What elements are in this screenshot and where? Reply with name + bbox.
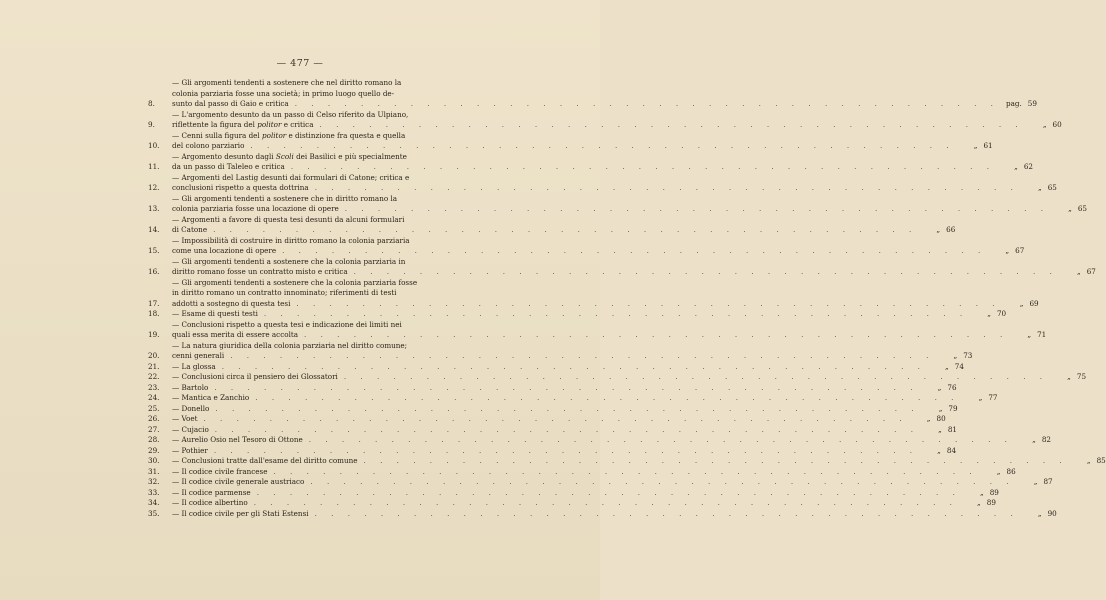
entry-text [172,509,1019,520]
entry-text [172,456,1068,467]
entry-page-ref [999,99,1037,110]
toc-entry [148,414,946,425]
entry-text [172,78,999,110]
entry-page-ref [934,351,972,362]
entry-line: — Esame di questi testi [172,309,258,318]
entry-line: addotti a sostegno di questa tesi [172,298,291,308]
entry-line: come una locazione di opere [172,246,277,255]
entry-number: 30. [148,456,160,465]
entry-page-ref [1019,509,1057,520]
dot-leader [209,404,919,415]
entry-line: — Argomenti a favore di questa tesi desunti da alcuni formulari [172,214,405,224]
entry-line: — Impossibilità di costruire in diritto romano la colonia parziaria [172,235,410,245]
toc-entry [148,487,999,499]
entry-text [172,278,1001,310]
dot-leader [258,309,968,320]
toc-entry [148,424,957,436]
page-ref-number: 87 [1043,477,1053,486]
entry-line: — Cenni sulla figura del politor e distinzione fra questa e quella [172,130,406,140]
entry-text [172,173,1019,194]
page-ref-number: 76 [947,382,957,392]
entry-page-ref [959,393,997,404]
page-ref-number: 69 [1029,298,1039,308]
page-prefix: „ [973,141,978,150]
dot-leader [197,414,907,425]
entry-line: — Argomenti del Lastig desunti dai formulari di Catone; critica e [172,172,410,182]
entry-line: cenni generali [172,351,225,360]
dot-leader [358,456,1068,467]
entry-number: 21. [148,361,160,371]
entry-line: — Il codice civile per gli Stati Estensi [172,508,309,518]
entry-page-ref [919,383,957,394]
toc-entry [148,445,957,457]
dot-leader [304,477,1014,488]
page-prefix: „ [1005,246,1010,255]
page-ref-number: 89 [989,487,999,497]
entry-number: 19. [148,330,160,339]
entry-text [172,414,908,425]
page-prefix: „ [987,309,991,318]
entry-line: colonia parziaria fosse una società; in primo luogo quello de- [172,88,395,98]
entry-text [172,110,1024,131]
toc-entry [148,193,1087,215]
page-ref-number: 77 [988,393,998,402]
entry-line: — Aurelio Osio nel Tesoro di Ottone [172,435,303,444]
entry-text [172,435,1013,446]
entry-line: colonia parziaria fosse una locazione di opere [172,204,339,213]
page-prefix: pag. [1005,99,1022,108]
entry-page-ref [958,498,996,509]
entry-text [172,152,995,173]
entry-page-ref [1019,183,1057,194]
entry-number: 18. [148,309,160,318]
page-prefix: „ [1014,162,1018,171]
page-prefix: „ [937,382,942,392]
entry-number: 20. [148,351,160,360]
entry-number: 32. [148,477,160,486]
page-ref-number: 74 [954,361,964,371]
page-ref-number: 67 [1086,267,1096,276]
toc-entry [148,277,1039,310]
toc-entry [148,235,1025,257]
dot-leader [348,267,1058,278]
page-ref-number: 65 [1077,204,1087,213]
page-ref-number: 80 [936,414,946,423]
entry-page-ref [1048,372,1086,383]
page-ref-number: 86 [1006,466,1016,476]
entry-page-ref [1013,435,1051,446]
entry-page-ref [917,225,955,236]
entry-line: — Donello [172,403,210,413]
entry-line: da un passo di Taleleo e critica [172,162,285,171]
page-prefix: „ [1033,477,1038,486]
page-ref-number: 66 [946,225,956,234]
page-prefix: „ [938,403,943,413]
page-prefix: „ [1076,267,1081,276]
entry-line: — Cujacio [172,424,209,434]
entry-line: — Conclusioni rispetto a questa tesi e indicazione dei limiti nei [172,319,402,329]
entry-line: conclusioni rispetto a questa dottrina [172,183,309,192]
page-number: — 477 — [276,58,324,69]
toc-entry [148,393,998,404]
toc-entry [148,256,1096,278]
page-ref-number: 84 [946,445,957,455]
entry-number: 17. [148,298,160,308]
dot-leader [267,467,977,478]
entry-page-ref [986,246,1024,257]
entry-number: 16. [148,267,160,276]
page-ref-number: 61 [983,141,993,150]
page-prefix: „ [1042,120,1047,129]
entry-text [172,194,1049,215]
page-ref-number: 89 [986,498,996,507]
dot-leader [339,204,1049,215]
dot-leader [244,141,954,152]
entry-text [172,362,926,373]
page-ref-number: 59 [1027,99,1037,108]
dot-leader [290,299,1000,310]
page-ref-number: 82 [1041,435,1051,444]
entry-number: 13. [148,204,160,213]
dot-leader [248,498,958,509]
page-prefix: „ [1037,508,1042,518]
page-prefix: „ [1032,435,1036,444]
toc-entry [148,214,956,236]
entry-text [172,446,918,457]
entry-page-ref [1068,456,1106,467]
toc-entry [148,130,993,152]
entry-line: — Gli argomenti tendenti a sostenere che in diritto romano la [172,193,398,203]
entry-number: 25. [148,403,160,413]
dot-leader [207,225,917,236]
entry-text [172,131,955,152]
entry-number: 33. [148,487,160,497]
dot-leader [309,183,1019,194]
entry-page-ref [995,162,1033,173]
entry-number: 8. [148,99,155,108]
page-prefix: „ [1086,456,1091,465]
entry-page-ref [919,425,957,436]
toc-entry [148,172,1057,194]
page-ref-number: 60 [1052,120,1062,129]
page-prefix: „ [1019,298,1024,308]
entry-text [172,236,986,257]
dot-leader [276,246,986,257]
dot-leader [338,372,1048,383]
dot-leader [289,99,999,110]
page-ref-number: 75 [1076,372,1087,381]
entry-line: — Il codice parmense [172,487,251,497]
entry-page-ref [1015,477,1053,488]
toc-entry [148,477,1053,488]
entry-line: — Il codice civile generale austriaco [172,477,305,486]
entry-number: 9. [148,120,155,129]
entry-text [172,383,919,394]
entry-line: — L'argomento desunto da un passo di Celso riferito da Ulpiano, [172,109,409,119]
page-prefix: „ [1027,330,1032,339]
entry-line: — Gli argomenti tendenti a sostenere che la colonia parziaria fosse [172,277,418,287]
entry-line: — La glossa [172,361,216,371]
toc-entry [148,340,973,362]
entry-page-ref [926,362,964,373]
entry-page-ref [1024,120,1062,131]
entry-text [172,320,1008,341]
page-ref-number: 62 [1023,162,1034,171]
entry-text [172,477,1015,488]
toc-entry [148,109,1062,131]
page-ref-number: 65 [1047,183,1057,192]
entry-page-ref [961,488,999,499]
page-prefix: „ [938,424,942,434]
dot-leader [224,351,934,362]
entry-number: 35. [148,508,160,518]
entry-line: — La natura giuridica della colonia parziaria nel diritto comune; [172,340,408,350]
dot-leader [249,393,959,404]
entry-line: del colono parziario [172,141,245,150]
page-prefix: „ [1067,372,1071,381]
toc-entry [148,382,957,394]
entry-line: sunto dal passo di Gaio e critica [172,99,289,108]
entry-number: 31. [148,466,160,476]
dot-leader [314,120,1024,131]
page-prefix: „ [936,225,941,234]
toc-entry [148,78,1037,110]
entry-page-ref [955,141,993,152]
entry-number: 11. [148,162,160,171]
dot-leader [251,488,961,499]
toc-entry [148,403,958,415]
page-ref-number: 71 [1037,330,1047,339]
toc-entry [148,456,1106,467]
entry-page-ref [1049,204,1087,215]
entry-text [172,257,1058,278]
toc-entry [148,508,1057,520]
entry-text [172,341,934,362]
page-prefix: „ [996,466,1001,476]
entry-number: 29. [148,445,160,455]
page-prefix: „ [980,487,984,497]
entry-line: — Gli argomenti tendenti a sostenere che nel diritto romano la [172,78,402,87]
entry-text [172,488,961,499]
entry-page-ref [968,309,1006,320]
entry-text [172,393,959,404]
entry-text [172,309,968,320]
entry-text [172,498,958,509]
toc-entry [148,466,1016,478]
entry-number: 14. [148,225,160,234]
page-prefix: „ [945,361,949,371]
entry-line: — Voet [172,414,198,423]
entry-line: — Argomento desunto dagli Scoli dei Basilici e più specialmente [172,151,407,161]
dot-leader [303,435,1013,446]
toc-entry [148,435,1051,446]
page-prefix: „ [978,393,983,402]
page-prefix: „ [1068,204,1072,213]
entry-number: 12. [148,183,160,192]
entry-line: riflettente la figura del politor e critica [172,120,314,129]
entry-page-ref [918,446,956,457]
entry-text [172,467,978,478]
page-ref-number: 81 [947,424,957,434]
toc-entry [148,319,1047,341]
entry-number: 10. [148,141,160,150]
page-prefix: „ [1038,183,1042,192]
entry-page-ref [1001,299,1039,310]
dot-leader [216,362,926,373]
page-ref-number: 70 [996,309,1007,318]
entry-text [172,425,919,436]
page-prefix: „ [926,414,931,423]
entry-line: — Pothier [172,445,208,455]
page-prefix: „ [937,445,941,455]
toc-entry [148,498,996,509]
entry-number: 28. [148,435,160,444]
dot-leader [208,446,918,457]
entry-text [172,372,1048,383]
dot-leader [208,383,918,394]
entry-line: — Gli argomenti tendenti a sostenere che la colonia parziaria in [172,256,406,266]
entry-line: — Mantica e Zanchio [172,393,250,402]
entry-number: 23. [148,382,160,392]
entry-line: quali essa merita di essere accolta [172,330,299,339]
page-ref-number: 67 [1015,246,1025,255]
entry-number: 26. [148,414,160,423]
entry-number: 15. [148,246,160,255]
dot-leader [209,425,919,436]
entry-line: in diritto romano un contratto innominato; riferimenti di testi [172,288,397,297]
page-ref-number: 73 [963,351,973,360]
dot-leader [309,509,1019,520]
entry-page-ref [1058,267,1096,278]
page-ref-number: 79 [948,403,958,413]
page-ref-number: 90 [1047,508,1057,518]
entry-page-ref [908,414,946,425]
page-prefix: „ [953,351,958,360]
entry-text [172,215,917,236]
entry-line: di Catone [172,225,208,234]
entry-page-ref [920,404,958,415]
page-ref-number: 85 [1096,456,1106,465]
dot-leader [298,330,1008,341]
entry-number: 34. [148,498,160,507]
entry-line: — Il codice civile francese [172,466,268,476]
entry-line: — Bartolo [172,382,209,392]
entry-text [172,404,920,415]
toc-entry [148,151,1034,173]
entry-number: 24. [148,393,160,402]
entry-line: — Il codice albertino [172,498,248,507]
table-of-contents [148,78,1106,519]
dot-leader [285,162,995,173]
entry-line: — Conclusioni tratte dall'esame del diritto comune [172,456,358,465]
entry-line: diritto romano fosse un contratto misto e critica [172,267,348,276]
entry-page-ref [1008,330,1046,341]
entry-number: 27. [148,424,160,434]
toc-entry [148,372,1087,383]
toc-entry [148,361,964,373]
entry-number: 22. [148,372,160,381]
page-prefix: „ [977,498,981,507]
entry-line: — Conclusioni circa il pensiero dei Glossatori [172,372,338,381]
entry-page-ref [978,467,1016,478]
toc-entry [148,309,1007,320]
